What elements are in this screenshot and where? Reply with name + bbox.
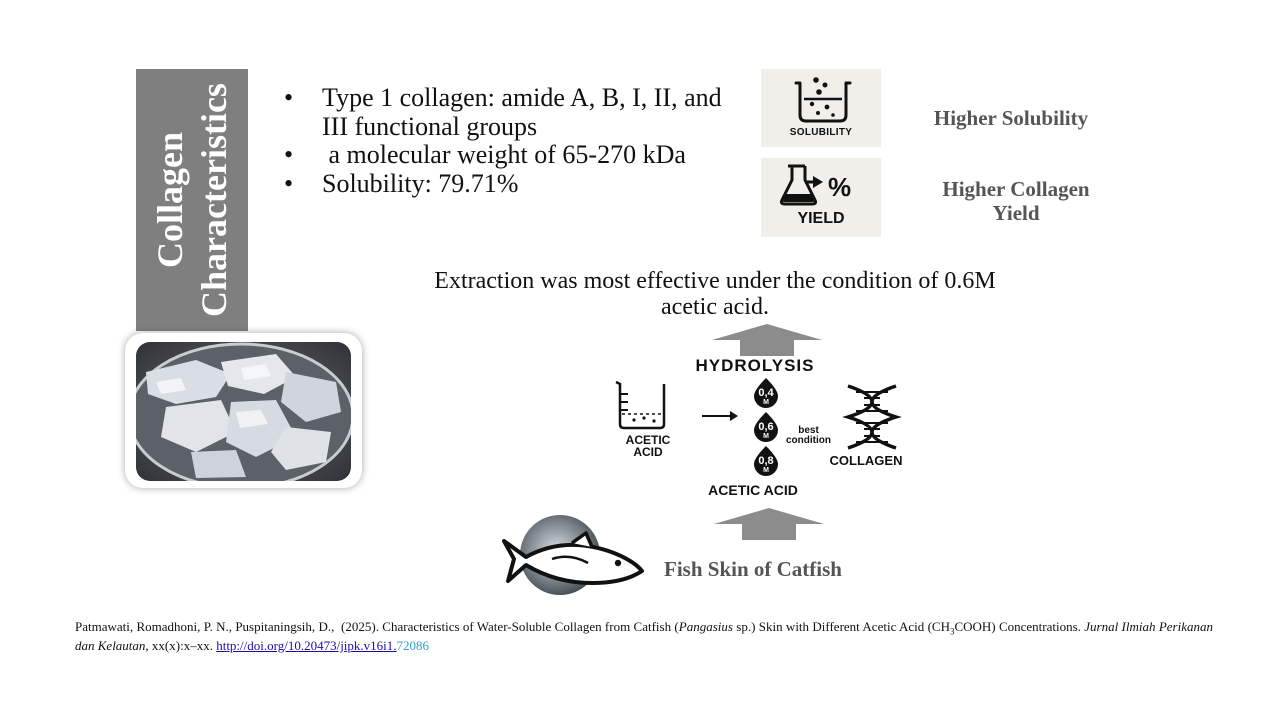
best-condition-label xyxy=(786,426,831,446)
percent-symbol: % xyxy=(828,172,852,202)
drop-unit: M xyxy=(763,467,769,474)
catfish-icon xyxy=(496,513,646,599)
yield-icon-label: YIELD xyxy=(797,210,845,227)
fish-skin-label: Fish Skin of Catfish xyxy=(664,557,842,581)
list-item xyxy=(282,170,752,199)
doi-link[interactable] xyxy=(216,638,396,653)
doi-link-tail[interactable]: 72086 xyxy=(396,637,430,653)
drop-value: 0,8 xyxy=(758,455,774,467)
list-item xyxy=(282,84,752,141)
higher-yield-text xyxy=(898,177,1134,225)
beaker-icon xyxy=(761,69,881,129)
side-title-line2: Characteristics xyxy=(194,83,234,317)
characteristics-list xyxy=(282,84,752,198)
arrow-up-icon xyxy=(710,324,825,356)
drop-label xyxy=(748,388,784,408)
higher-yield-line2: Yield xyxy=(992,201,1040,225)
yield-icon-box xyxy=(761,158,881,237)
citation xyxy=(75,620,1213,653)
list-item xyxy=(282,141,752,170)
collagen-label: COLLAGEN xyxy=(829,453,903,468)
drop-unit: M xyxy=(763,433,769,440)
citation-journal: Jurnal Ilmiah Perikanan dan Kelautan xyxy=(75,619,1213,653)
drop-label xyxy=(748,422,784,442)
bullet-symbol: • xyxy=(284,140,294,169)
arrow-right-icon xyxy=(702,410,738,422)
collagen-photo xyxy=(125,333,362,488)
bullet-text: a molecular weight of 65-270 kDa xyxy=(322,140,686,169)
acetic-acid-label: ACETIC ACID xyxy=(708,482,798,498)
higher-solubility-text: Higher Solubility xyxy=(933,106,1089,130)
bullet-text: Solubility: 79.71% xyxy=(322,168,519,198)
extraction-line1: Extraction was most effective under the condition of 0.6M xyxy=(434,268,996,294)
beaker-icon xyxy=(612,380,672,430)
extraction-line2: acetic acid. xyxy=(661,294,769,320)
citation-pages: , xx(x):x–xx. xyxy=(145,637,217,653)
doi-link-main: http://doi.org/10.20473/jipk.v16i1. xyxy=(216,637,397,653)
citation-after-sub: COOH) Concentrations. xyxy=(954,619,1085,634)
arrow-up-icon xyxy=(712,508,827,540)
flask-yield-icon xyxy=(761,158,881,210)
drop-value: 0,6 xyxy=(758,421,774,433)
drop-label xyxy=(748,456,784,476)
collagen-dish-image xyxy=(136,342,351,481)
bullet-text: Type 1 collagen: amide A, B, I, II, and III functional groups xyxy=(322,83,722,141)
best-condition-line1: best xyxy=(798,425,819,436)
citation-after-genus: sp.) Skin with Different Acetic Acid (CH xyxy=(732,619,950,634)
citation-subscript: 3 xyxy=(949,626,955,637)
solubility-icon-label: SOLUBILITY xyxy=(789,127,853,138)
best-condition-line2: condition xyxy=(786,435,831,446)
bullet-symbol: • xyxy=(284,168,294,198)
side-title-banner xyxy=(136,69,248,331)
extraction-statement xyxy=(300,268,1130,320)
beaker-label-line2: ACID xyxy=(633,445,663,459)
drop-value: 0,4 xyxy=(758,387,774,399)
citation-authors: Patmawati, Romadhoni, P. N., Puspitaningsih, D., (2025). Characteristics of Water-Soluble Collagen from Catfish ( xyxy=(75,619,679,634)
beaker-label-line1: ACETIC xyxy=(625,433,671,447)
side-title-line1: Collagen xyxy=(150,132,190,269)
collagen-helix-icon xyxy=(842,384,902,450)
solubility-icon-box xyxy=(761,69,881,147)
drop-unit: M xyxy=(763,399,769,406)
higher-yield-line1: Higher Collagen xyxy=(942,177,1090,201)
bullet-symbol: • xyxy=(284,83,294,112)
beaker-label xyxy=(612,434,684,458)
citation-genus: Pangasius xyxy=(678,619,733,634)
hydrolysis-title: HYDROLYSIS xyxy=(695,356,815,375)
